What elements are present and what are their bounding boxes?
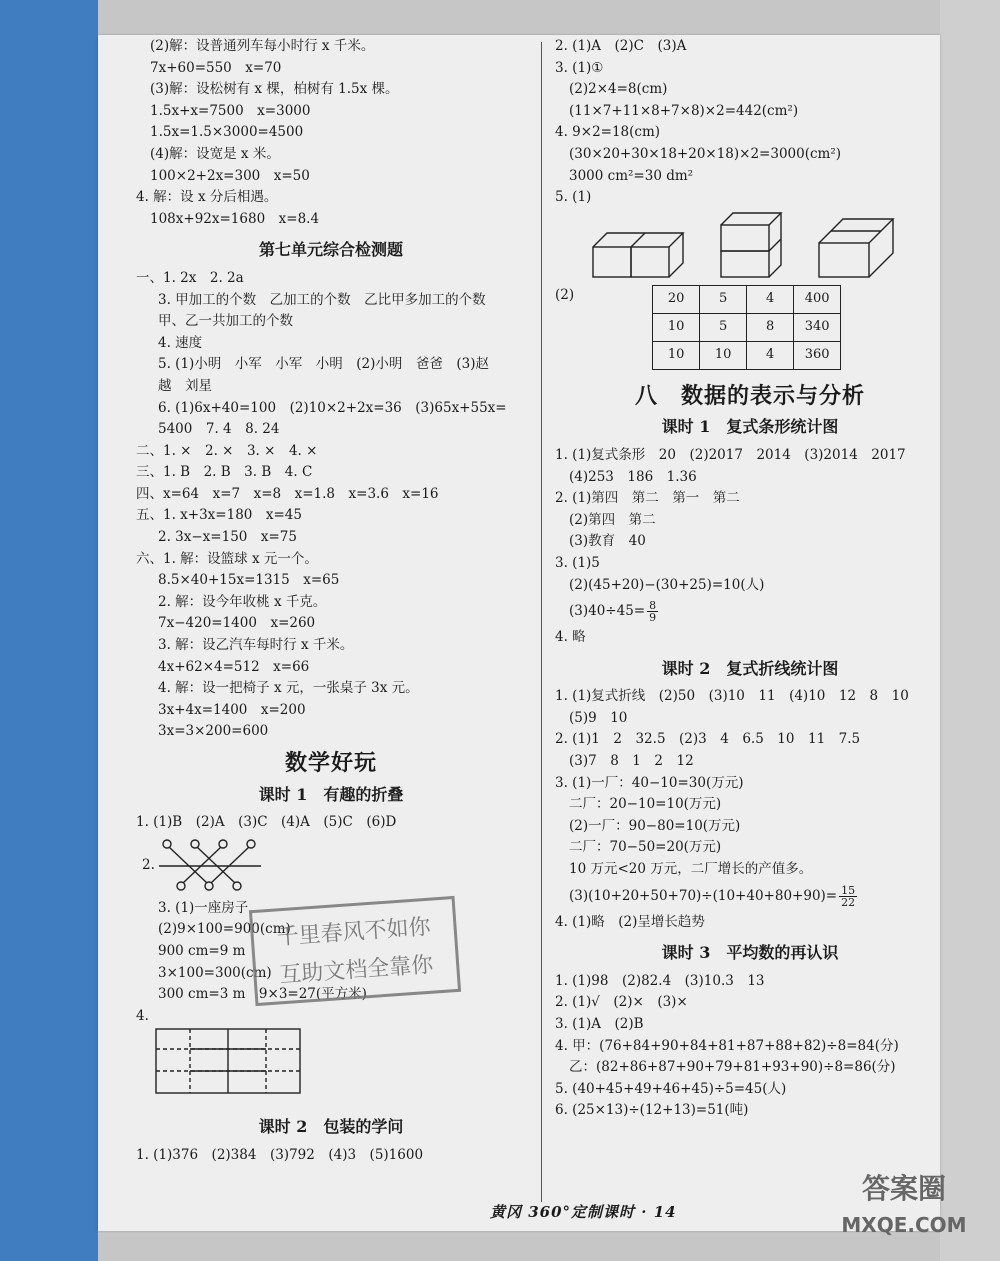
page-footer: 黄冈 360°定制课时 · 14 xyxy=(490,1203,677,1221)
text-line: 2. 3x−x=150 x=75 xyxy=(158,529,297,546)
table-row xyxy=(653,313,841,341)
text-line: 2. (1)A (2)C (3)A xyxy=(555,38,687,54)
table-cell: 400 xyxy=(794,285,841,313)
text-line: 4. 解：设 x 分后相遇。 xyxy=(136,189,278,206)
text-line: 越 刘星 xyxy=(158,377,212,394)
table-cell: 5 xyxy=(700,313,747,341)
c8-lesson2-title: 课时 2 复式折线统计图 xyxy=(661,658,839,678)
text-line: 4. 解：设一把椅子 x 元，一张桌子 3x 元。 xyxy=(158,680,419,697)
text-line: 5. (1)小明 小军 小军 小明 (2)小明 爸爸 (3)赵 xyxy=(158,356,490,373)
text-line: (30×20+30×18+20×18)×2=3000(cm²) xyxy=(569,145,842,162)
fraction-prefix: (3)40÷45= xyxy=(569,603,646,620)
text-line: 5. (1) xyxy=(555,189,592,206)
text-line: 5. (40+45+49+46+45)÷5=45(人) xyxy=(555,1080,787,1097)
text-line: 六、1. 解：设篮球 x 元一个。 xyxy=(136,550,318,567)
text-line: 4. 甲：(76+84+90+84+81+87+88+82)÷8=84(分) xyxy=(555,1037,899,1054)
text-line: 1. (1)B (2)A (3)C (4)A (5)C (6)D xyxy=(136,814,397,831)
text-line: (2)(45+20)−(30+25)=10(人) xyxy=(569,576,765,593)
fraction-denominator: 9 xyxy=(649,611,657,625)
text-line: 900 cm=9 m xyxy=(158,942,246,959)
text-line: (2)9×100=900(cm) xyxy=(158,921,291,938)
text-line: (2) xyxy=(555,286,575,303)
stamp-line: 千里春风不如你 xyxy=(276,914,432,951)
text-line: 1. (1)复式折线 (2)50 (3)10 11 (4)10 12 8 10 xyxy=(555,688,909,705)
c8-lesson1-title: 课时 1 复式条形统计图 xyxy=(661,417,839,437)
text-line: 7x+60=550 x=70 xyxy=(150,59,282,76)
cuboid-figures xyxy=(591,211,945,279)
crossing-lines-diagram xyxy=(155,836,265,896)
text-line: 108x+92x=1680 x=8.4 xyxy=(150,210,320,227)
fraction-numerator: 15 xyxy=(841,883,856,897)
two-cubes-side xyxy=(591,231,685,279)
chapter8-title: 八 数据的表示与分析 xyxy=(634,382,865,409)
text-line: (2)2×4=8(cm) xyxy=(569,81,668,98)
stamp-line: 互助文档全靠你 xyxy=(278,952,435,989)
dimension-table xyxy=(652,285,841,370)
text-line: 3. (1)A (2)B xyxy=(555,1016,644,1032)
text-line: 3. (1)一厂：40−10=30(万元) xyxy=(555,774,744,791)
table-cell: 360 xyxy=(794,341,841,369)
fraction-prefix: (3)(10+20+50+70)÷(10+40+80+90)= xyxy=(569,887,838,904)
fraction-denominator: 22 xyxy=(841,895,856,909)
watermark-logo-text: 答案圈 xyxy=(861,1172,946,1205)
text-line: 3x+4x=1400 x=200 xyxy=(158,701,306,718)
watermark-url: MXQE.COM xyxy=(841,1213,967,1237)
table-question xyxy=(555,285,945,376)
text-line: 2. 解：设今年收桃 x 千克。 xyxy=(158,593,327,610)
table-row xyxy=(653,285,841,313)
text-line: 10 万元<20 万元，二厂增长的产值多。 xyxy=(569,861,813,878)
text-line: 四、x=64 x=7 x=8 x=1.8 x=3.6 x=16 xyxy=(136,485,439,502)
left-block-a xyxy=(136,36,526,230)
folding-question xyxy=(142,836,526,896)
two-cubes-depth xyxy=(817,217,897,279)
left-block-b xyxy=(136,268,526,743)
text-line: 3×100=300(cm) xyxy=(158,964,272,981)
text-line: 3. 甲加工的个数 乙加工的个数 乙比甲多加工的个数 xyxy=(158,291,486,308)
table-cell: 5 xyxy=(700,285,747,313)
text-line: (5)9 10 xyxy=(569,709,628,726)
fraction-numerator: 8 xyxy=(649,599,657,613)
text-line: 3x=3×200=600 xyxy=(158,723,269,740)
text-line: 甲、乙一共加工的个数 xyxy=(158,313,293,330)
text-line: 1.5x=1.5×3000=4500 xyxy=(150,124,304,141)
site-watermark xyxy=(818,1168,990,1254)
table-cell: 4 xyxy=(747,341,794,369)
text-line: (3)7 8 1 2 12 xyxy=(569,753,694,770)
text-line: 一、1. 2x 2. 2a xyxy=(136,269,244,286)
text-line: 3. 解：设乙汽车每时行 x 千米。 xyxy=(158,637,354,654)
text-line: 6. (25×13)÷(12+13)=51(吨) xyxy=(555,1102,749,1119)
unfolded-box-grid xyxy=(154,1027,304,1095)
lesson1-title: 课时 1 有趣的折叠 xyxy=(258,784,404,804)
text-line: 4. (1)略 (2)呈增长趋势 xyxy=(555,913,705,930)
text-line: 5400 7. 4 8. 24 xyxy=(158,421,280,438)
text-line: 1. (1)98 (2)82.4 (3)10.3 13 xyxy=(555,972,765,989)
text-line: (3)教育 40 xyxy=(569,533,646,550)
text-line: 7x−420=1400 x=260 xyxy=(158,615,316,632)
text-line: (11×7+11×8+7×8)×2=442(cm²) xyxy=(569,102,799,119)
table-cell: 10 xyxy=(653,341,700,369)
text-line: 1. (1)376 (2)384 (3)792 (4)3 (5)1600 xyxy=(136,1146,424,1163)
fraction xyxy=(839,885,857,908)
text-line: (2)一厂：90−80=10(万元) xyxy=(569,817,741,834)
text-line: (4)解：设宽是 x 米。 xyxy=(150,145,280,162)
text-line: 300 cm=3 m 9×3=27(平方米) xyxy=(158,986,367,1003)
two-cubes-stacked xyxy=(719,211,783,279)
text-line: 3. (1)一座房子 xyxy=(158,899,249,916)
text-line: 1.5x+x=7500 x=3000 xyxy=(150,102,311,119)
text-line: 4. xyxy=(136,1007,149,1024)
table-cell: 10 xyxy=(700,341,747,369)
right-column xyxy=(555,36,945,1122)
text-line: 1. (1)复式条形 20 (2)2017 2014 (3)2014 2017 xyxy=(555,446,906,463)
text-line: 五、1. x+3x=180 x=45 xyxy=(136,507,302,524)
text-line: 4. 速度 xyxy=(158,334,203,351)
text-line: 3000 cm²=30 dm² xyxy=(569,167,694,184)
text-line: 二厂：20−10=10(万元) xyxy=(569,796,722,813)
scan-background-right xyxy=(940,0,1000,1261)
table-cell: 340 xyxy=(794,313,841,341)
table-cell: 8 xyxy=(747,313,794,341)
text-line: 100×2+2x=300 x=50 xyxy=(150,167,310,184)
lesson2-title: 课时 2 包装的学问 xyxy=(258,1116,404,1136)
scan-background-left xyxy=(0,0,98,1261)
table-cell: 10 xyxy=(653,313,700,341)
text-line: 二、1. × 2. × 3. × 4. × xyxy=(136,442,318,459)
column-divider xyxy=(541,42,542,1202)
text-line: 3. (1)① xyxy=(555,59,604,76)
text-line: (4)253 186 1.36 xyxy=(569,468,697,485)
text-line: 三、1. B 2. B 3. B 4. C xyxy=(136,464,313,481)
fraction-line xyxy=(555,885,945,908)
text-line: 2. (1)1 2 32.5 (2)3 4 6.5 10 11 7.5 xyxy=(555,731,861,748)
text-line: 2. xyxy=(142,856,155,873)
text-line: 6. (1)6x+40=100 (2)10×2+2x=36 (3)65x+55x= xyxy=(158,399,507,416)
text-line: 4. 略 xyxy=(555,629,586,646)
table-cell: 4 xyxy=(747,285,794,313)
fraction xyxy=(647,600,658,623)
text-line: (2)第四 第二 xyxy=(569,511,656,528)
table-cell: 20 xyxy=(653,285,700,313)
text-line: 4. 9×2=18(cm) xyxy=(555,124,661,141)
fraction-line xyxy=(555,600,945,623)
text-line: 8.5×40+15x=1315 x=65 xyxy=(158,572,340,589)
fun-math-title: 数学好玩 xyxy=(284,750,377,776)
text-line: (3)解：设松树有 x 棵，柏树有 1.5x 棵。 xyxy=(150,81,399,98)
text-line: 乙：(82+86+87+90+79+81+93+90)÷8=86(分) xyxy=(569,1059,896,1076)
table-row xyxy=(653,341,841,369)
c8-lesson3-title: 课时 3 平均数的再认识 xyxy=(661,943,839,963)
text-line: 2. (1)√ (2)× (3)× xyxy=(555,994,688,1011)
text-line: 3. (1)5 xyxy=(555,554,600,571)
text-line: 二厂：70−50=20(万元) xyxy=(569,839,722,856)
unit7-title: 第七单元综合检测题 xyxy=(258,240,403,260)
text-line: 2. (1)第四 第二 第一 第二 xyxy=(555,490,740,507)
text-line: (2)解：设普通列车每小时行 x 千米。 xyxy=(150,38,375,54)
stamp-watermark xyxy=(249,896,461,1006)
text-line: 4x+62×4=512 x=66 xyxy=(158,658,310,675)
